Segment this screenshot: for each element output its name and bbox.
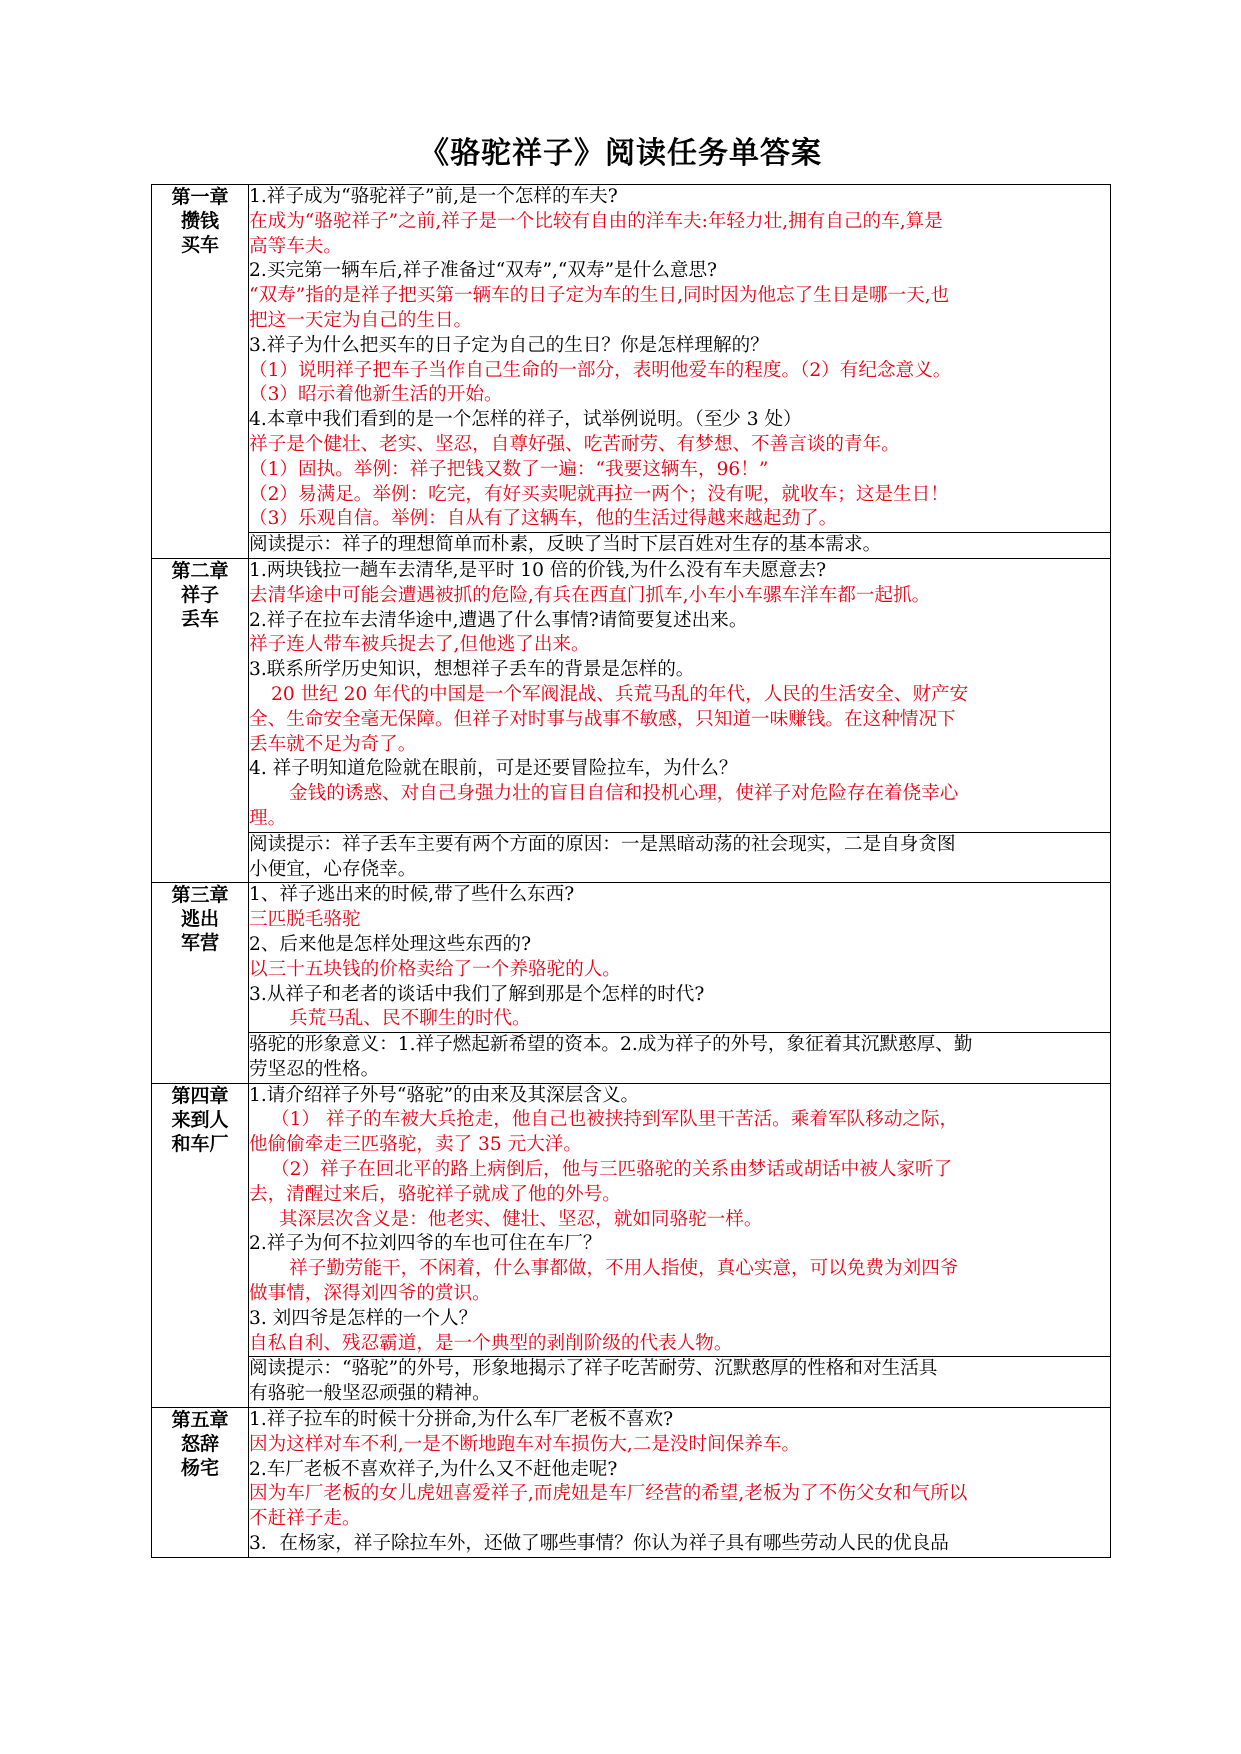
question-cell bbox=[249, 558, 1111, 832]
reading-hint-line: 阅读提示：祥子的理想简单而朴素，反映了当时下层百姓对生存的基本需求。 bbox=[249, 534, 882, 556]
reading-hint-line: 劳坚忍的性格。 bbox=[249, 1058, 380, 1080]
answer-line: 把这一天定为自己的生日。 bbox=[249, 309, 473, 331]
chapter-label-line: 和车厂 bbox=[171, 1132, 229, 1155]
chapter-label bbox=[152, 1408, 249, 1558]
reading-hint-line: 阅读提示：“骆驼”的外号，形象地揭示了祥子吃苦耐劳、沉默憨厚的性格和对生活具 bbox=[249, 1358, 938, 1380]
reading-hint-line: 骆驼的形象意义：1.祥子燃起新希望的资本。2.成为祥子的外号，象征着其沉默憨厚、勤 bbox=[249, 1034, 973, 1056]
answer-line: （1）固执。举例：祥子把钱又数了一遍：“我要这辆车，96！” bbox=[249, 458, 769, 480]
reading-hint-cell bbox=[249, 1357, 1111, 1408]
question-line: 2.车厂老板不喜欢祥子,为什么又不赶他走呢? bbox=[249, 1458, 618, 1480]
hint-row bbox=[152, 1033, 1111, 1084]
answer-line: 在成为“骆驼祥子”之前,祥子是一个比较有自由的洋车夫:年轻力壮,拥有自己的车,算是 bbox=[249, 210, 943, 232]
chapter-row bbox=[152, 1083, 1111, 1357]
chapter-label-line: 逃出 bbox=[180, 908, 219, 931]
page-title: 《骆驼祥子》阅读任务单答案 bbox=[419, 136, 822, 171]
chapter-label-line: 来到人 bbox=[171, 1108, 229, 1131]
reading-hint-line: 小便宜，心存侥幸。 bbox=[249, 858, 417, 880]
question-line: 2.买完第一辆车后,祥子准备过“双寿”,“双寿”是什么意思? bbox=[249, 260, 718, 282]
chapter-label bbox=[152, 883, 249, 1083]
answer-line: 20 世纪 20 年代的中国是一个军阀混战、兵荒马乱的年代，人民的生活安全、财产安 bbox=[271, 683, 969, 705]
question-line: 2.祥子在拉车去清华途中,遭遇了什么事情?请简要复述出来。 bbox=[249, 609, 748, 631]
reading-hint-cell bbox=[249, 832, 1111, 883]
chapter-row bbox=[152, 558, 1111, 832]
question-line: 3.从祥子和老者的谈话中我们了解到那是个怎样的时代? bbox=[249, 983, 705, 1005]
answer-line: 高等车夫。 bbox=[249, 235, 342, 257]
question-line: 1.祥子拉车的时候十分拼命,为什么车厂老板不喜欢? bbox=[249, 1409, 674, 1431]
answer-line: （2）易满足。举例：吃完，有好买卖呢就再拉一两个；没有呢，就收车；这是生日！ bbox=[249, 483, 949, 505]
answer-line: 理。 bbox=[249, 807, 287, 829]
question-cell bbox=[249, 1408, 1111, 1558]
question-cell bbox=[249, 1083, 1111, 1357]
reading-hint-cell bbox=[249, 533, 1111, 559]
answer-line: 祥子是个健壮、老实、坚忍，自尊好强、吃苦耐劳、有梦想、不善言谈的青年。 bbox=[249, 433, 900, 455]
question-line: 2、后来他是怎样处理这些东西的? bbox=[249, 933, 532, 955]
question-line: 3．在杨家，祥子除拉车外，还做了哪些事情？你认为祥子具有哪些劳动人民的优良品 bbox=[249, 1533, 949, 1555]
answer-line: 全、生命安全毫无保障。但祥子对时事与战事不敏感，只知道一味赚钱。在这种情况下 bbox=[249, 708, 956, 730]
reading-hint-line: 有骆驼一般坚忍顽强的精神。 bbox=[249, 1383, 491, 1405]
chapter-label-line: 第一章 bbox=[171, 186, 229, 208]
chapter-label-line: 攒钱 bbox=[180, 210, 219, 232]
answer-line: 祥子勤劳能干，不闲着，什么事都做，不用人指使，真心实意，可以免费为刘四爷 bbox=[289, 1258, 959, 1280]
hint-row bbox=[152, 533, 1111, 559]
chapter-label-line: 军营 bbox=[180, 932, 219, 955]
answer-line: 其深层次含义是：他老实、健壮、坚忍，就如同骆驼一样。 bbox=[279, 1208, 763, 1230]
answer-line: （1） 祥子的车被大兵抢走，他自己也被挟持到军队里干苦活。乘着军队移动之际， bbox=[271, 1109, 959, 1131]
chapter-label-line: 杨宅 bbox=[180, 1457, 219, 1480]
answer-line: 去，清醒过来后，骆驼祥子就成了他的外号。 bbox=[249, 1183, 621, 1205]
chapter-label-line: 丢车 bbox=[180, 607, 219, 630]
answer-line: （3）乐观自信。举例：自从有了这辆车，他的生活过得越来越起劲了。 bbox=[249, 508, 838, 530]
chapter-label-line: 第四章 bbox=[171, 1084, 229, 1107]
chapter-row bbox=[152, 185, 1111, 533]
chapter-label-line: 祥子 bbox=[180, 583, 219, 606]
question-line: 1.请介绍祥子外号“骆驼”的由来及其深层含义。 bbox=[249, 1084, 640, 1106]
answer-line: 他偷偷牵走三匹骆驼，卖了 35 元大洋。 bbox=[249, 1134, 582, 1156]
answer-line: 自私自利、残忍霸道，是一个典型的剥削阶级的代表人物。 bbox=[249, 1332, 733, 1354]
chapter-row bbox=[152, 1408, 1111, 1558]
answer-line: 兵荒马乱、民不聊生的时代。 bbox=[289, 1008, 531, 1030]
answer-line: “双寿”指的是祥子把买第一辆车的日子定为车的生日,同时因为他忘了生日是哪一天,也 bbox=[249, 285, 950, 307]
answer-line: 因为这样对车不利,一是不断地跑车对车损伤大,二是没时间保养车。 bbox=[249, 1433, 801, 1455]
question-line: 4. 祥子明知道危险就在眼前，可是还要冒险拉车，为什么？ bbox=[249, 758, 738, 780]
reading-hint-line: 阅读提示：祥子丢车主要有两个方面的原因：一是黑暗动荡的社会现实，二是自身贪图 bbox=[249, 833, 956, 855]
answer-line: 去清华途中可能会遭遇被抓的危险,有兵在西直门抓车,小车小车骡车洋车都一起抓。 bbox=[249, 584, 931, 606]
answer-line: （1）说明祥子把车子当作自己生命的一部分，表明他爱车的程度。（2）有纪念意义。 bbox=[249, 359, 952, 381]
answer-line: 金钱的诱惑、对自己身强力壮的盲目自信和投机心理，使祥子对危险存在着侥幸心 bbox=[289, 783, 959, 805]
question-line: 1.两块钱拉一趟车去清华,是平时 10 倍的价钱,为什么没有车夫愿意去? bbox=[249, 559, 827, 581]
answer-line: 不赶祥子走。 bbox=[249, 1508, 361, 1530]
chapter-label-line: 第二章 bbox=[171, 559, 229, 582]
answer-line: 丢车就不足为奇了。 bbox=[249, 733, 417, 755]
answer-line: 做事情，深得刘四爷的赏识。 bbox=[249, 1283, 491, 1305]
question-line: 1、祥子逃出来的时候,带了些什么东西? bbox=[249, 884, 575, 906]
question-line: 3.祥子为什么把买车的日子定为自己的生日？你是怎样理解的？ bbox=[249, 334, 769, 356]
question-line: 3.联系所学历史知识，想想祥子丢车的背景是怎样的。 bbox=[249, 659, 695, 681]
chapter-label-line: 第五章 bbox=[171, 1409, 229, 1432]
answer-line: 以三十五块钱的价格卖给了一个养骆驼的人。 bbox=[249, 958, 621, 980]
question-cell bbox=[249, 185, 1111, 533]
hint-row bbox=[152, 832, 1111, 883]
chapter-row bbox=[152, 883, 1111, 1033]
question-cell bbox=[249, 883, 1111, 1033]
question-line: 1.祥子成为“骆驼祥子”前,是一个怎样的车夫? bbox=[249, 186, 618, 207]
answer-line: 三匹脱毛骆驼 bbox=[249, 909, 361, 931]
chapter-label bbox=[152, 185, 249, 559]
hint-row bbox=[152, 1357, 1111, 1408]
chapter-label-line: 第三章 bbox=[171, 884, 229, 907]
answer-line: 因为车厂老板的女儿虎妞喜爱祥子,而虎妞是车厂经营的希望,老板为了不伤父女和气所以 bbox=[249, 1483, 968, 1505]
question-line: 2.祥子为何不拉刘四爷的车也可住在车厂？ bbox=[249, 1233, 602, 1255]
answer-line: （3）昭示着他新生活的开始。 bbox=[249, 384, 503, 406]
chapter-label-line: 买车 bbox=[180, 234, 219, 256]
chapter-label-line: 怒辞 bbox=[180, 1433, 219, 1456]
reading-hint-cell bbox=[249, 1033, 1111, 1084]
answer-line: 祥子连人带车被兵捉去了,但他逃了出来。 bbox=[249, 634, 590, 656]
question-line: 3. 刘四爷是怎样的一个人？ bbox=[249, 1307, 478, 1329]
task-table bbox=[151, 184, 1111, 1558]
answer-line: （2）祥子在回北平的路上病倒后，他与三匹骆驼的关系由梦话或胡话中被人家听了 bbox=[271, 1159, 953, 1181]
chapter-label bbox=[152, 558, 249, 882]
chapter-label bbox=[152, 1083, 249, 1407]
question-line: 4.本章中我们看到的是一个怎样的祥子，试举例说明。（至少 3 处） bbox=[249, 409, 802, 431]
